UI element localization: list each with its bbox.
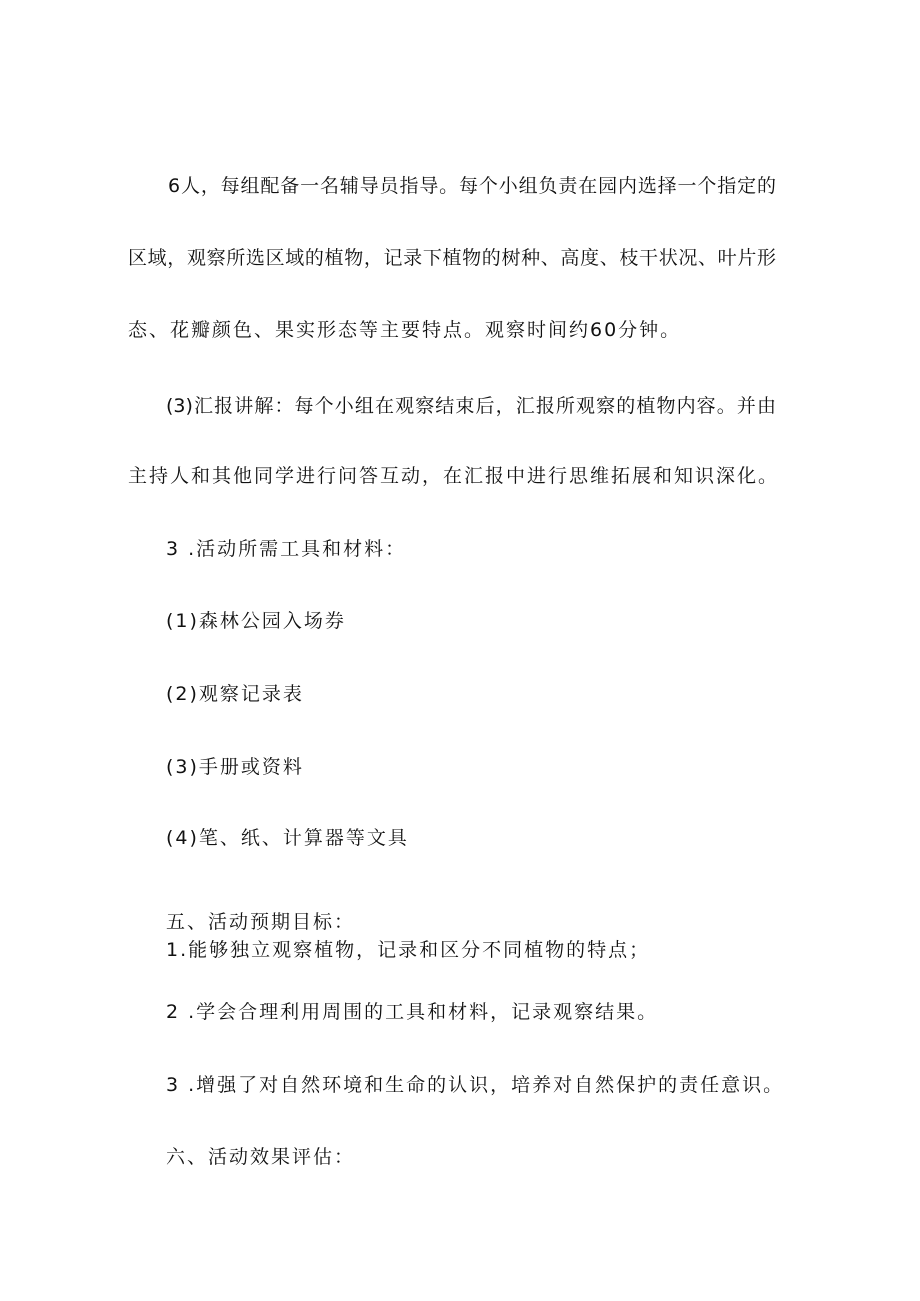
paragraph2-line2: 主持人和其他同学进行问答互动，在汇报中进行思维拓展和知识深化。 <box>128 465 780 487</box>
paragraph1-line1: 6人，每组配备一名辅导员指导。每个小组负责在园内选择一个指定的 <box>168 175 776 197</box>
materials-item: (1)森林公园入场券 <box>166 610 346 632</box>
evaluation-heading: 六、活动效果评估： <box>166 1146 356 1168</box>
paragraph1-line3: 态、花瓣颜色、果实形态等主要特点。观察时间约60分钟。 <box>128 319 682 341</box>
materials-item: (3)手册或资料 <box>166 756 304 778</box>
goals-item: 1.能够独立观察植物，记录和区分不同植物的特点； <box>166 939 651 961</box>
materials-item: (4)笔、纸、计算器等文具 <box>166 827 409 849</box>
goals-heading: 五、活动预期目标： <box>166 911 356 933</box>
materials-heading: 3 .活动所需工具和材料： <box>166 538 407 560</box>
goals-item: 2 .学会合理利用周围的工具和材料，记录观察结果。 <box>166 1001 659 1023</box>
paragraph2-line1: (3)汇报讲解：每个小组在观察结束后，汇报所观察的植物内容。并由 <box>166 395 776 417</box>
materials-item: (2)观察记录表 <box>166 683 304 705</box>
paragraph1-line2: 区域，观察所选区域的植物，记录下植物的树种、高度、枝干状况、叶片形 <box>128 247 776 269</box>
goals-item: 3 .增强了对自然环境和生命的认识，培养对自然保护的责任意识。 <box>166 1074 785 1096</box>
